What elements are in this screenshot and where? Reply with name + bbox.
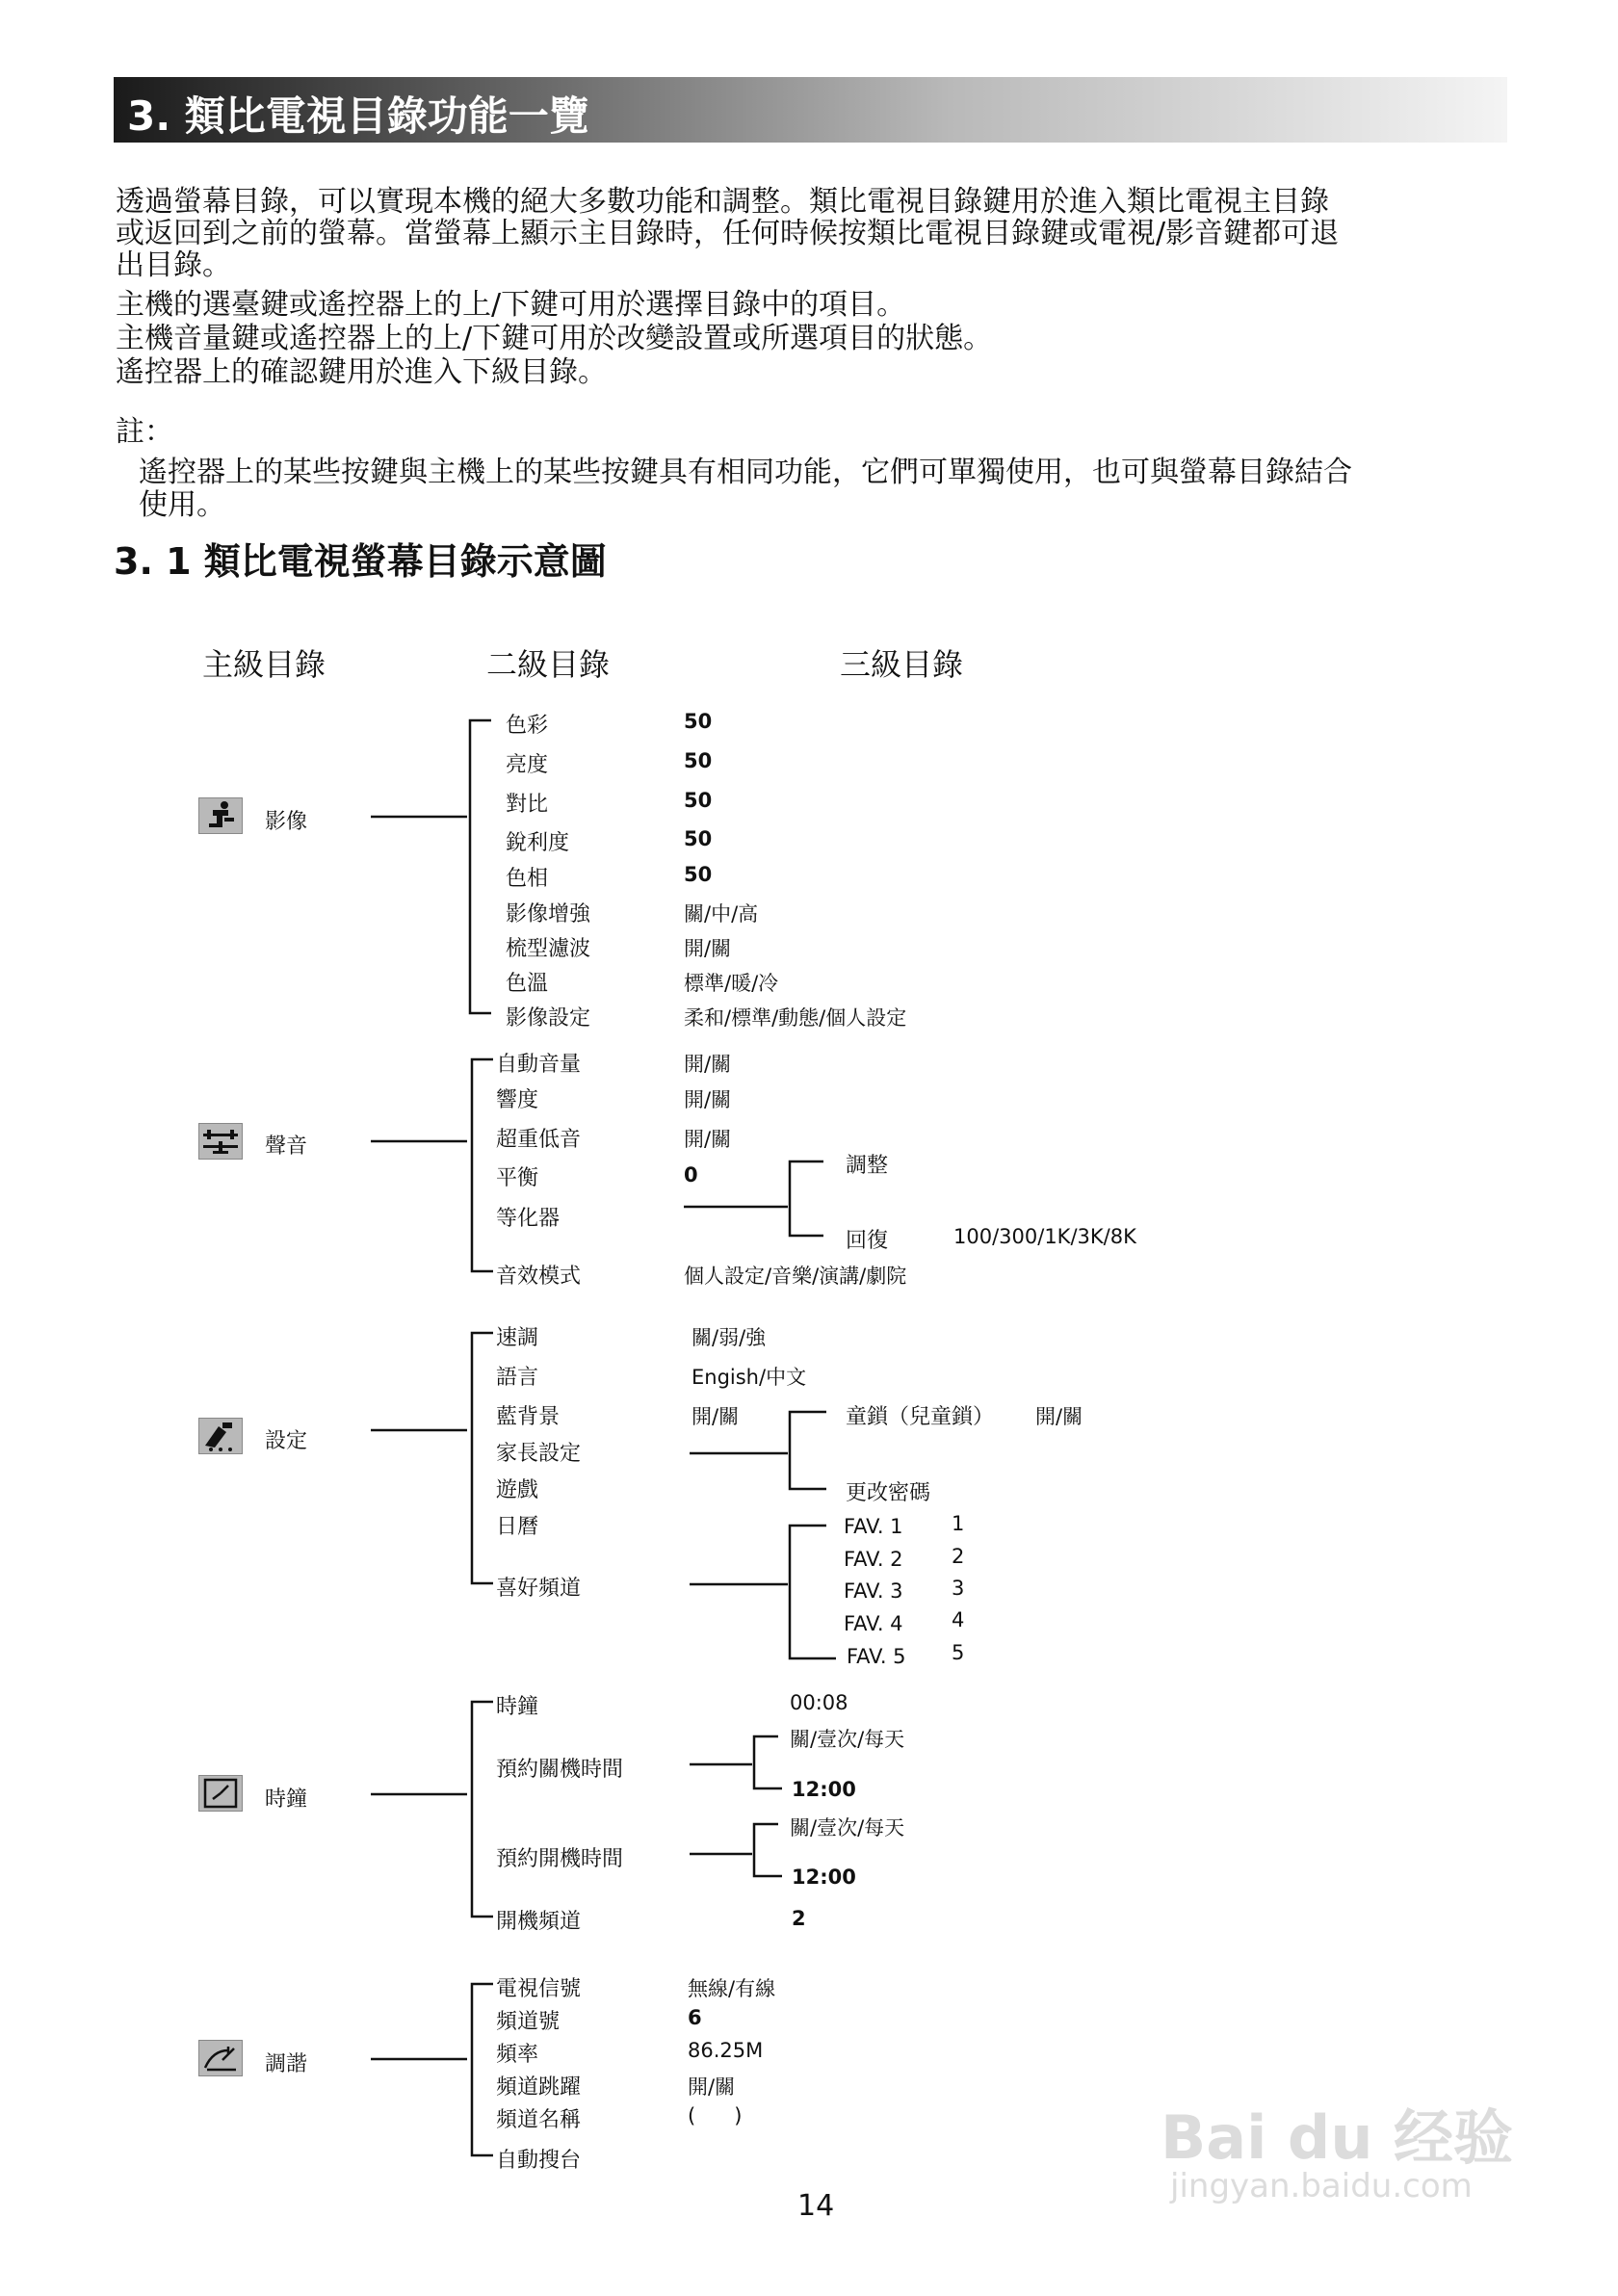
column-heading-main: 主級目錄 <box>202 646 326 683</box>
intro-line: 出目錄。 <box>116 248 231 282</box>
picture-icon <box>198 797 243 834</box>
picture-item-value: 50 <box>684 749 713 772</box>
tuning-item-value: 6 <box>688 2006 702 2029</box>
tuning-item-name: 自動搜台 <box>496 2149 582 2173</box>
on-timer-mode: 關/壹次/每天 <box>790 1816 905 1839</box>
favorite-name: FAV. 5 <box>847 1645 906 1668</box>
off-timer-mode: 關/壹次/每天 <box>790 1728 905 1751</box>
equalizer-bands: 100/300/1K/3K/8K <box>953 1225 1136 1248</box>
setup-item-name: 藍背景 <box>496 1405 561 1429</box>
favorite-value: 5 <box>952 1641 965 1664</box>
equalizer-adjust: 調整 <box>846 1154 889 1178</box>
setup-item-value: 開/關 <box>692 1405 740 1428</box>
favorite-value: 4 <box>952 1608 965 1631</box>
tuning-item-name: 頻道號 <box>496 2010 561 2034</box>
sound-item-name: 音效模式 <box>496 1265 582 1289</box>
sound-item-value: 開/關 <box>684 1128 732 1151</box>
picture-item-name: 影像增強 <box>506 902 591 926</box>
main-menu-tuning[interactable]: 調諧 <box>265 2052 308 2076</box>
tuning-item-value: 無線/有線 <box>688 1977 776 2000</box>
picture-item-value: 50 <box>684 827 713 850</box>
picture-item-value: 50 <box>684 789 713 812</box>
picture-item-name: 影像設定 <box>506 1006 591 1031</box>
watermark-url: jingyan.baidu.com <box>1170 2167 1473 2205</box>
column-heading-second: 二級目錄 <box>486 646 611 683</box>
off-timer-time: 12:00 <box>792 1778 856 1801</box>
setup-item-name: 喜好頻道 <box>496 1577 582 1601</box>
picture-item-name: 銳利度 <box>506 831 570 855</box>
picture-item-name: 對比 <box>506 793 549 817</box>
equalizer-reset: 回復 <box>846 1229 889 1253</box>
picture-item-name: 色溫 <box>506 972 549 996</box>
setup-item-value: 關/弱/強 <box>692 1326 767 1349</box>
intro-line: 透過螢幕目錄，可以實現本機的絕大多數功能和調整。類比電視目錄鍵用於進入類比電視主目錄 <box>116 185 1329 219</box>
clock-item-name: 時鐘 <box>496 1695 539 1719</box>
tuning-item-value: 86.25M <box>688 2039 764 2062</box>
note-line: 遙控器上的某些按鍵與主機上的某些按鍵具有相同功能，它們可單獨使用，也可與螢幕目錄結合 <box>139 456 1352 489</box>
favorite-name: FAV. 3 <box>844 1579 903 1603</box>
setup-item-name: 家長設定 <box>496 1442 582 1466</box>
tuning-item-value: ( ) <box>688 2104 743 2127</box>
setup-item-name: 語言 <box>496 1366 539 1390</box>
picture-item-value: 開/關 <box>684 937 732 960</box>
off-timer-name: 預約關機時間 <box>496 1758 624 1782</box>
setup-item-name: 日曆 <box>496 1515 539 1539</box>
favorite-name: FAV. 1 <box>844 1515 903 1538</box>
picture-item-value: 關/中/高 <box>684 902 759 926</box>
picture-item-value: 標準/暖/冷 <box>684 972 779 995</box>
picture-item-name: 色彩 <box>506 714 549 738</box>
intro-line: 主機的選臺鍵或遙控器上的上/下鍵可用於選擇目錄中的項目。 <box>116 288 906 322</box>
tuning-item-name: 頻率 <box>496 2043 539 2067</box>
sound-item-value: 開/關 <box>684 1088 732 1111</box>
sound-item-name: 自動音量 <box>496 1053 582 1077</box>
tuning-item-name: 頻道跳躍 <box>496 2075 582 2100</box>
column-heading-third: 三級目錄 <box>840 646 964 683</box>
on-timer-time: 12:00 <box>792 1866 856 1889</box>
sound-item-name: 超重低音 <box>496 1128 582 1152</box>
subsection-title: 3. 1 類比電視螢幕目錄示意圖 <box>114 540 607 583</box>
favorite-value: 3 <box>952 1577 965 1600</box>
sound-item-value: 0 <box>684 1163 698 1187</box>
watermark-brand: Bai du 经验 <box>1161 2102 1514 2173</box>
power-on-channel-value: 2 <box>792 1907 806 1930</box>
picture-item-name: 亮度 <box>506 753 549 777</box>
sound-item-name: 平衡 <box>496 1166 539 1190</box>
note-label: 註： <box>116 415 173 449</box>
favorite-name: FAV. 2 <box>844 1548 903 1571</box>
section-title: 3. 類比電視目錄功能一覽 <box>127 92 589 140</box>
sound-item-value: 開/關 <box>684 1053 732 1076</box>
setup-icon <box>198 1418 243 1454</box>
sound-item-value: 個人設定/音樂/演講/劇院 <box>684 1265 907 1288</box>
favorite-value: 1 <box>952 1512 965 1535</box>
parental-password: 更改密碼 <box>846 1481 931 1505</box>
picture-item-value: 50 <box>684 710 713 733</box>
parental-lock: 童鎖（兒童鎖） <box>846 1405 995 1429</box>
setup-item-name: 遊戲 <box>496 1478 539 1502</box>
page-number: 14 <box>797 2189 835 2223</box>
sound-item-name: 等化器 <box>496 1207 561 1231</box>
power-on-channel-name: 開機頻道 <box>496 1910 582 1934</box>
on-timer-name: 預約開機時間 <box>496 1847 624 1871</box>
tuning-item-name: 電視信號 <box>496 1977 582 2001</box>
tuning-icon <box>198 2040 243 2076</box>
main-menu-sound[interactable]: 聲音 <box>265 1135 308 1159</box>
tuning-item-value: 開/關 <box>688 2075 736 2099</box>
intro-line: 或返回到之前的螢幕。當螢幕上顯示主目錄時，任何時候按類比電視目錄鍵或電視/影音鍵都可退 <box>116 217 1340 250</box>
main-menu-picture[interactable]: 影像 <box>265 810 308 834</box>
favorite-name: FAV. 4 <box>844 1612 903 1635</box>
picture-item-name: 色相 <box>506 867 549 891</box>
intro-line: 主機音量鍵或遙控器上的上/下鍵可用於改變設置或所選項目的狀態。 <box>116 322 993 355</box>
favorite-value: 2 <box>952 1545 965 1568</box>
picture-item-value: 柔和/標準/動態/個人設定 <box>684 1006 907 1030</box>
picture-item-value: 50 <box>684 863 713 886</box>
clock-icon <box>198 1775 243 1812</box>
main-menu-setup[interactable]: 設定 <box>265 1429 308 1453</box>
tuning-item-name: 頻道名稱 <box>496 2108 582 2132</box>
clock-item-value: 00:08 <box>790 1691 848 1714</box>
sound-item-name: 響度 <box>496 1088 539 1112</box>
sound-icon <box>198 1123 243 1160</box>
parental-lock-value: 開/關 <box>1035 1405 1083 1428</box>
setup-item-value: Engish/中文 <box>692 1366 807 1389</box>
setup-item-name: 速調 <box>496 1326 539 1350</box>
picture-item-name: 梳型濾波 <box>506 937 591 961</box>
intro-line: 遙控器上的確認鍵用於進入下級目錄。 <box>116 355 607 389</box>
main-menu-clock[interactable]: 時鐘 <box>265 1787 308 1812</box>
note-line: 使用。 <box>139 488 225 522</box>
